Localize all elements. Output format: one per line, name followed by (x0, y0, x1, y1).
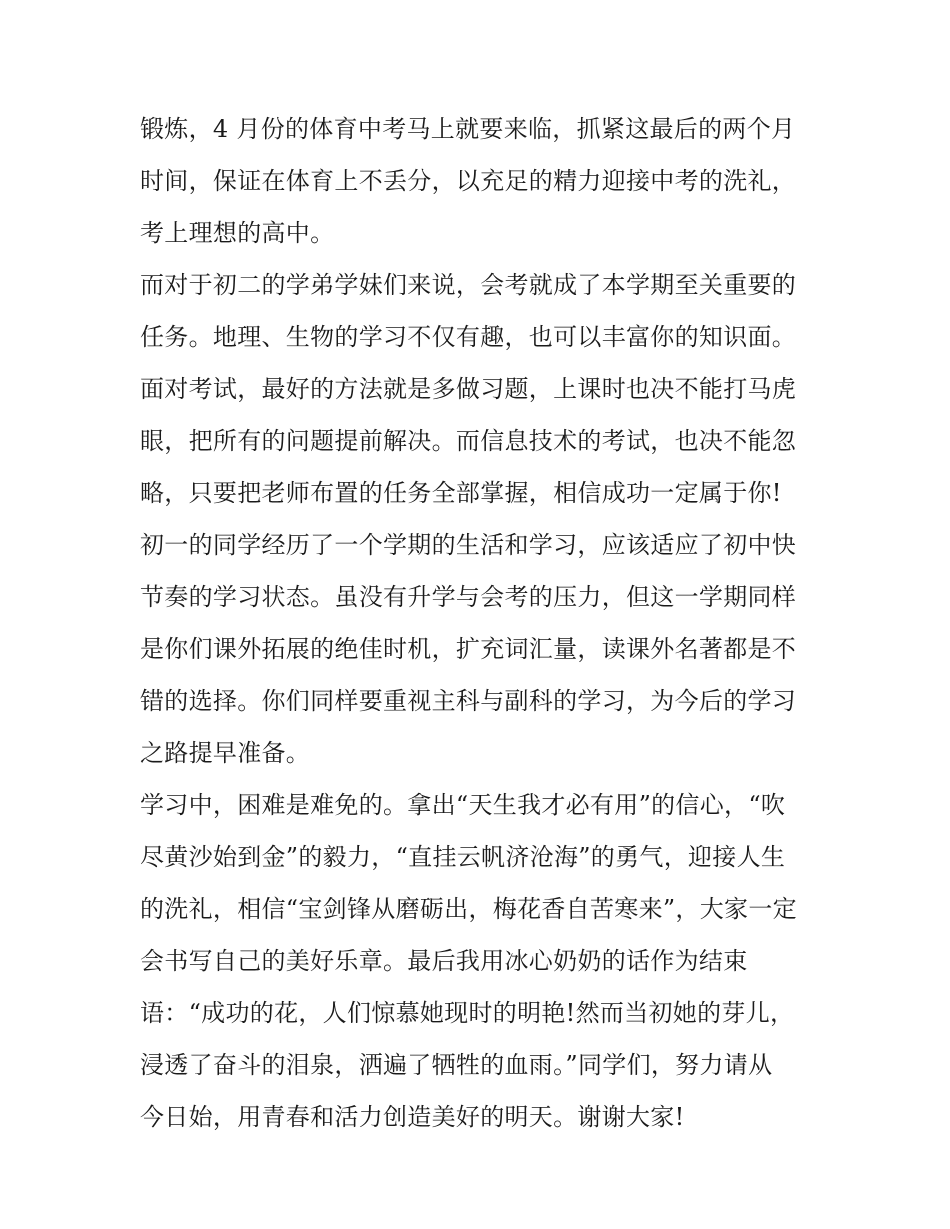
text-line: 的洗礼，相信“宝剑锋从磨砺出，梅花香自苦寒来”，大家一定 (140, 895, 797, 923)
text-line: 浸透了奋斗的泪泉，洒遍了牺牲的血雨。”同学们，努力请从 (140, 1051, 773, 1079)
document-body (140, 103, 830, 1143)
text-line: 任务。地理、生物的学习不仅有趣，也可以丰富你的知识面。 (140, 323, 797, 351)
text-line: 初一的同学经历了一个学期的生活和学习，应该适应了初中快 (140, 531, 797, 559)
text-line: 错的选择。你们同样要重视主科与副科的学习，为今后的学习 (140, 687, 797, 715)
text-line: 节奏的学习状态。虽没有升学与会考的压力，但这一学期同样 (140, 583, 797, 611)
text-line: 会书写自己的美好乐章。最后我用冰心奶奶的话作为结束 (140, 947, 748, 975)
text-line: 考上理想的高中。 (140, 219, 335, 247)
text-line: 锻炼，4 月份的体育中考马上就要来临，抓紧这最后的两个月 (140, 115, 796, 143)
text-line: 眼，把所有的问题提前解决。而信息技术的考试，也决不能忽 (140, 427, 797, 455)
text-line: 是你们课外拓展的绝佳时机，扩充词汇量，读课外名著都是不 (140, 635, 797, 663)
text-line: 尽黄沙始到金”的毅力，“直挂云帆济沧海”的勇气，迎接人生 (140, 843, 786, 871)
text-line: 今日始，用青春和活力创造美好的明天。谢谢大家! (140, 1103, 685, 1131)
text-line: 略，只要把老师布置的任务全部掌握，相信成功一定属于你! (140, 479, 782, 507)
text-line: 面对考试，最好的方法就是多做习题，上课时也决不能打马虎 (140, 375, 797, 403)
text-line: 学习中，困难是难免的。拿出“天生我才必有用”的信心，“吹 (140, 791, 786, 819)
text-line: 之路提早准备。 (140, 739, 311, 767)
text-line: 时间，保证在体育上不丢分，以充足的精力迎接中考的洗礼， (140, 167, 797, 195)
text-line: 语：“成功的花，人们惊慕她现时的明艳!然而当初她的芽儿， (140, 999, 795, 1027)
text-line: 而对于初二的学弟学妹们来说，会考就成了本学期至关重要的 (140, 271, 797, 299)
